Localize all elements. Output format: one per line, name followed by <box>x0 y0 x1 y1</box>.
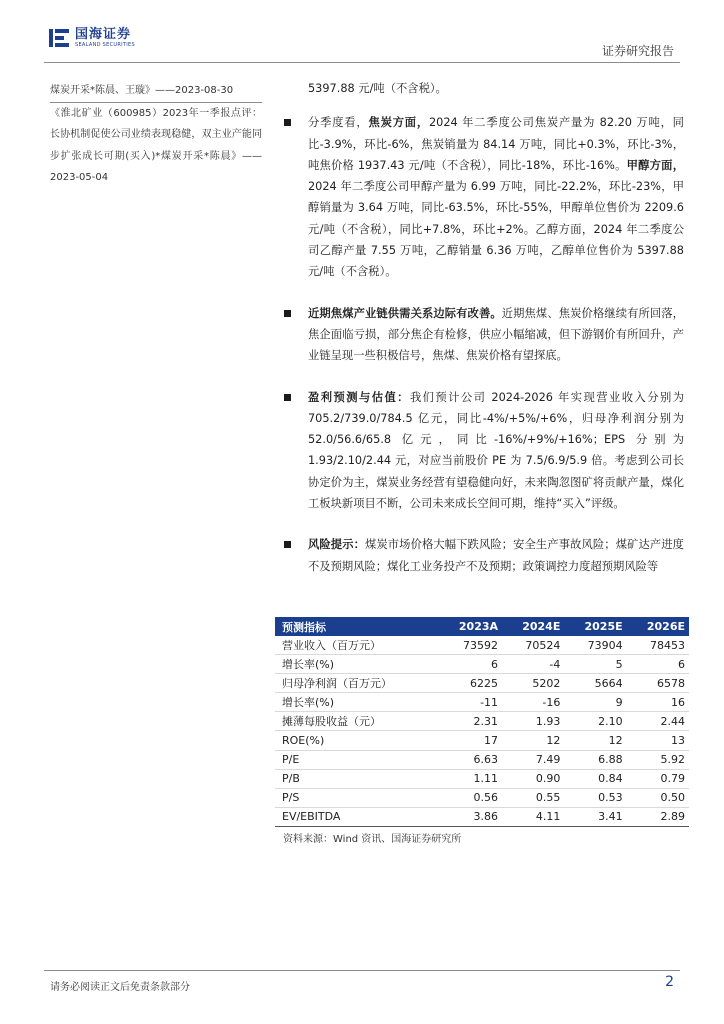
table-cell: 6 <box>627 655 689 674</box>
related-report-item: 煤炭开采*陈晨、王璇》——2023-08-30 <box>50 85 234 96</box>
industry-title: 近期焦煤产业链供需关系边际有改善。 <box>308 306 502 320</box>
bullet-square-icon <box>284 394 291 401</box>
table-row <box>275 731 689 750</box>
table-row <box>275 636 689 655</box>
table-cell: 0.56 <box>438 788 502 807</box>
table-cell: 6578 <box>627 674 689 693</box>
table-cell: 2.89 <box>627 807 689 826</box>
table-cell: 4.11 <box>502 807 564 826</box>
table-row <box>275 712 689 731</box>
table-row <box>275 674 689 693</box>
forecast-table <box>275 617 689 827</box>
table-row <box>275 788 689 807</box>
footer-disclaimer: 请务必阅读正文后免责条款部分 <box>50 982 190 993</box>
table-cell: 78453 <box>627 636 689 655</box>
table-row-label: P/B <box>275 769 438 788</box>
table-cell: -16 <box>502 693 564 712</box>
table-cell: 0.84 <box>564 769 626 788</box>
header-divider <box>44 62 680 63</box>
risk-title: 风险提示： <box>308 538 365 552</box>
table-header-cell: 2024E <box>502 617 564 636</box>
table-row-label: P/S <box>275 788 438 807</box>
table-cell: 70524 <box>502 636 564 655</box>
footer-divider <box>44 970 680 971</box>
table-cell: 7.49 <box>502 750 564 769</box>
table-source: 资料来源：Wind 资讯、国海证券研究所 <box>283 834 462 845</box>
table-cell: 1.93 <box>502 712 564 731</box>
table-cell: 12 <box>502 731 564 750</box>
main-content <box>284 78 684 577</box>
table-row-label: 摊薄每股收益（元） <box>275 712 438 731</box>
bullet-forecast <box>284 387 684 515</box>
table-row-label: 归母净利润（百万元） <box>275 674 438 693</box>
methanol-text: 2024 年二季度公司甲醇产量为 6.99 万吨，同比-22.2%，环比-23%，甲醇销量为 3.64 万吨，同比-63.5%，环比-55%，甲醇单位售价为 2209.6 元/吨（不含税），同比+7.8%，环比+2%。乙醇方面，2024 年二季度公司乙醇产量 7.55 万吨，乙醇销量 6.36 万吨，乙醇单位售价为 5397.88 元/吨（不含税）。 <box>308 180 684 279</box>
bullet-square-icon <box>284 541 291 548</box>
logo-en: SEALAND SECURITIES <box>75 42 135 48</box>
table-row <box>275 693 689 712</box>
table-cell: 2.44 <box>627 712 689 731</box>
logo-mark-icon <box>49 29 69 47</box>
table-cell: 2.10 <box>564 712 626 731</box>
related-reports <box>50 80 262 189</box>
table-cell: 5202 <box>502 674 564 693</box>
table-row-label: ROE(%) <box>275 731 438 750</box>
table-cell: 6.88 <box>564 750 626 769</box>
table-row-label: EV/EBITDA <box>275 807 438 826</box>
coke-text: 2024 年二季度公司焦炭产量为 82.20 万吨，同比-3.9%，环比-6%，焦炭销量为 84.14 万吨，同比+0.3%，环比-3%，吨焦价格 1937.43 元/吨（不含税），同比-18%，环比-16%。 <box>308 116 684 172</box>
table-row-label: 增长率(%) <box>275 655 438 674</box>
table-cell: 73592 <box>438 636 502 655</box>
table-header-cell: 2025E <box>564 617 626 636</box>
bullet-risk <box>284 534 684 577</box>
table-row <box>275 655 689 674</box>
table-cell: 5664 <box>564 674 626 693</box>
table-row-label: P/E <box>275 750 438 769</box>
table-cell: 5 <box>564 655 626 674</box>
forecast-title: 盈利预测与估值： <box>308 390 410 404</box>
table-header-cell: 预测指标 <box>275 617 438 636</box>
table-cell: 3.41 <box>564 807 626 826</box>
intro-text: 5397.88 元/吨（不含税）。 <box>308 82 447 95</box>
table-cell: 0.55 <box>502 788 564 807</box>
table-body <box>275 636 689 826</box>
table-header-cell: 2023A <box>438 617 502 636</box>
table-cell: 13 <box>627 731 689 750</box>
report-type: 证券研究报告 <box>601 44 674 58</box>
table-cell: 17 <box>438 731 502 750</box>
bullet-quarterly <box>284 112 684 282</box>
table-cell: 0.50 <box>627 788 689 807</box>
methanol-title: 甲醇方面， <box>626 158 684 172</box>
risk-text: 煤炭市场价格大幅下跌风险；安全生产事故风险；煤矿达产进度不及预期风险；煤化工业务投产不及预期；政策调控力度超预期风险等 <box>308 538 684 573</box>
brand-logo <box>49 28 135 48</box>
table-cell: 1.11 <box>438 769 502 788</box>
table-row <box>275 769 689 788</box>
table-cell: 3.86 <box>438 807 502 826</box>
table-row <box>275 807 689 826</box>
table-cell: -11 <box>438 693 502 712</box>
table-cell: 2.31 <box>438 712 502 731</box>
table-cell: 6225 <box>438 674 502 693</box>
table-cell: 0.90 <box>502 769 564 788</box>
table-cell: 6 <box>438 655 502 674</box>
logo-cn: 国海证券 <box>75 27 132 42</box>
table-cell: 16 <box>627 693 689 712</box>
table-cell: -4 <box>502 655 564 674</box>
table-header-cell: 2026E <box>627 617 689 636</box>
related-report-item: 《淮北矿业（600985）2023年一季报点评：长协机制促使公司业绩表现稳健，双主业产能同步扩张成长可期(买入)*煤炭开采*陈晨》——2023-05-04 <box>50 107 262 183</box>
forecast-text: 我们预计公司 2024-2026 年实现营业收入分别为 705.2/739.0/784.5 亿元，同比-4%/+5%/+6%，归母净利润分别为 52.0/56.6/65.8 亿元，同比-16%/+9%/+16%；EPS 分别为 1.93/2.10/2.44 元，对应当前股价 PE 为 7.5/6.9/5.9 倍。考虑到公司长协定价为主，煤炭业务经营有望稳健向好，未来陶忽图矿将贡献产量，煤化工板块新项目不断，公司未来成长空间可期，维持“买入”评级。 <box>308 390 684 511</box>
industry-text: 近期焦煤、焦炭价格继续有所回落，焦企面临亏损，部分焦企有检修，供应小幅缩减，但下游钢价有所回升，产业链呈现一些积极信号，焦煤、焦炭价格有望探底。 <box>308 306 684 363</box>
table-cell: 0.79 <box>627 769 689 788</box>
bullet-square-icon <box>284 119 291 126</box>
page-number: 2 <box>665 974 674 990</box>
table-cell: 6.63 <box>438 750 502 769</box>
quarterly-lead: 分季度看， <box>308 116 369 130</box>
table-cell: 5.92 <box>627 750 689 769</box>
table-row-label: 增长率(%) <box>275 693 438 712</box>
table-cell: 73904 <box>564 636 626 655</box>
table-row-label: 营业收入（百万元） <box>275 636 438 655</box>
table-row <box>275 750 689 769</box>
table-cell: 12 <box>564 731 626 750</box>
table-header-row <box>275 617 689 636</box>
bullet-square-icon <box>284 310 291 317</box>
table-cell: 9 <box>564 693 626 712</box>
table-cell: 0.53 <box>564 788 626 807</box>
bullet-industry <box>284 303 684 367</box>
coke-title: 焦炭方面， <box>368 116 429 130</box>
